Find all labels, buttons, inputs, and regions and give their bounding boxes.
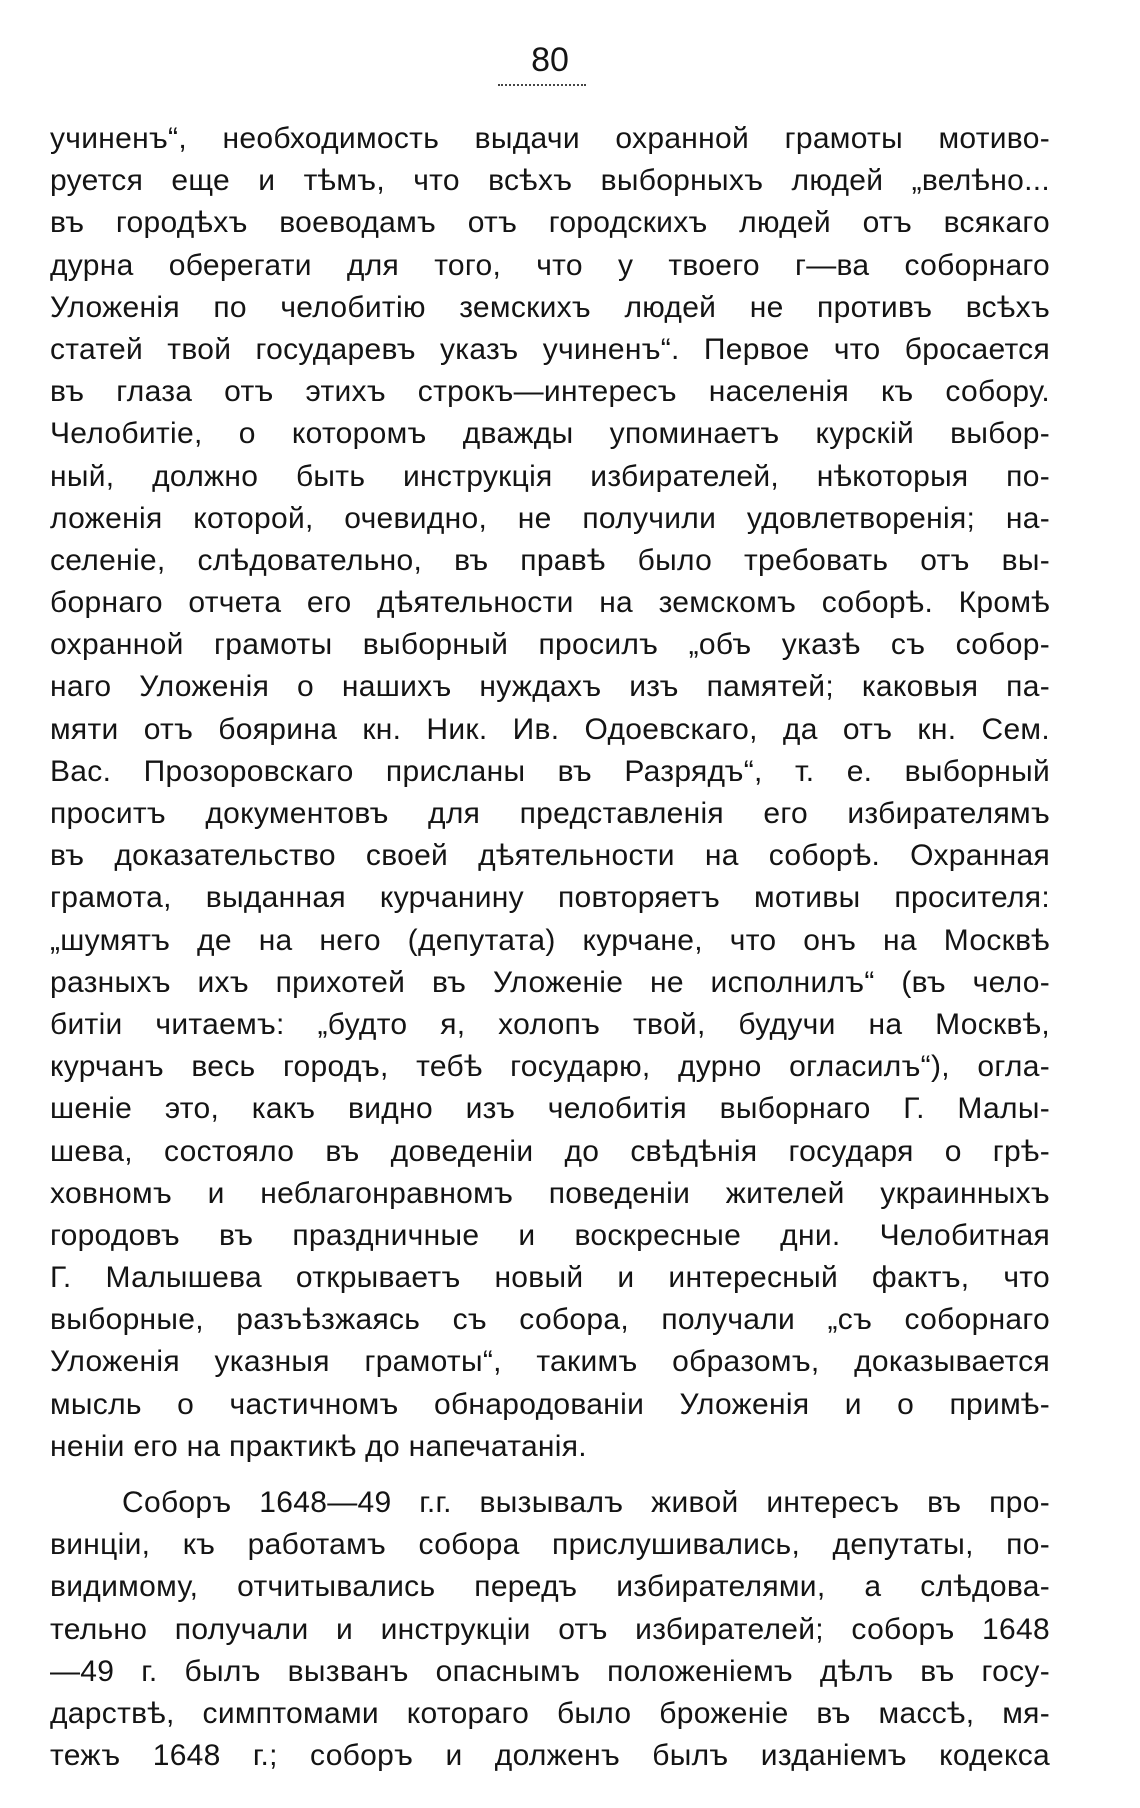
paragraph-1 — [50, 118, 1050, 1468]
text-line: Челобитіе, о которомъ дважды упоминаетъ курскій выбор- — [50, 417, 1050, 451]
text-line: статей твой государевъ указъ учиненъ“. Первое что бросается — [50, 332, 1050, 366]
text-line: „шумятъ де на него (депутата) курчане, что онъ на Москвѣ — [50, 923, 1050, 957]
text-line: въ городѣхъ воеводамъ отъ городскихъ людей отъ всякаго — [50, 206, 1050, 240]
text-line: курчанъ весь городъ, тебѣ государю, дурно огласилъ“), огла- — [50, 1050, 1050, 1084]
text-line: руется еще и тѣмъ, что всѣхъ выборныхъ людей „велѣно... — [50, 164, 1050, 198]
text-line: ховномъ и неблагонравномъ поведеніи жителей украинныхъ — [50, 1176, 1050, 1210]
page-number: 80 — [531, 41, 569, 79]
text-line: селеніе, слѣдовательно, въ правѣ было требовать отъ вы- — [50, 543, 1050, 577]
text-line: тельно получали и инструкціи отъ избирателей; соборъ 1648 — [50, 1612, 1050, 1646]
page-number-rule — [498, 84, 586, 86]
text-line: шеніе это, какъ видно изъ челобитія выборнаго Г. Малы- — [50, 1092, 1050, 1126]
text-line: Уложенія по челобитію земскихъ людей не противъ всѣхъ — [50, 290, 1050, 324]
text-line: грамота, выданная курчанину повторяетъ мотивы просителя: — [50, 881, 1050, 915]
text-line: борнаго отчета его дѣятельности на земскомъ соборѣ. Кромѣ — [50, 586, 1050, 620]
body-text — [50, 118, 1050, 1777]
text-line: выборные, разъѣзжаясь съ собора, получали „съ соборнаго — [50, 1303, 1050, 1337]
text-line: въ доказательство своей дѣятельности на соборѣ. Охранная — [50, 839, 1050, 873]
paragraph-gap — [50, 1468, 1050, 1482]
text-line: мяти отъ боярина кн. Ник. Ив. Одоевскаго, да отъ кн. Сем. — [50, 712, 1050, 746]
text-line: наго Уложенія о нашихъ нуждахъ изъ памятей; каковыя па- — [50, 670, 1050, 704]
text-line: учиненъ“, необходимость выдачи охранной грамоты мотиво- — [50, 122, 1050, 155]
text-line: Вас. Прозоровскаго присланы въ Разрядъ“, т. е. выборный — [50, 754, 1050, 788]
text-line: Уложенія указныя грамоты“, такимъ образомъ, доказывается — [50, 1345, 1050, 1379]
text-line: дурна оберегати для того, что у твоего г—ва соборнаго — [50, 248, 1050, 282]
text-line: охранной грамоты выборный просилъ „объ указѣ съ собор- — [50, 628, 1050, 662]
text-line: дарствѣ, симптомами котораго было броженіе въ массѣ, мя- — [50, 1696, 1050, 1730]
text-line: видимому, отчитывались передъ избирателями, а слѣдова- — [50, 1570, 1050, 1604]
text-line: винціи, къ работамъ собора прислушивались, депутаты, по- — [50, 1528, 1050, 1562]
text-line: тежъ 1648 г.; соборъ и долженъ былъ изданіемъ кодекса — [50, 1739, 1050, 1773]
text-line: ный, должно быть инструкція избирателей, нѣкоторыя по- — [50, 459, 1050, 493]
text-line: Г. Малышева открываетъ новый и интересный фактъ, что — [50, 1261, 1050, 1295]
text-line: въ глаза отъ этихъ строкъ—интересъ населенія къ собору. — [50, 375, 1050, 409]
text-line: ложенія которой, очевидно, не получили удовлетворенія; на- — [50, 501, 1050, 535]
text-line: шева, состояло въ доведеніи до свѣдѣнія государя о грѣ- — [50, 1134, 1050, 1168]
text-line: мысль о частичномъ обнародованіи Уложенія и о примѣ- — [50, 1387, 1050, 1421]
paragraph-2 — [50, 1482, 1050, 1777]
text-line: Соборъ 1648—49 г.г. вызывалъ живой интересъ въ про- — [122, 1486, 1050, 1519]
text-line: разныхъ ихъ прихотей въ Уложеніе не исполнилъ“ (въ чело- — [50, 965, 1050, 999]
text-line: городовъ въ праздничные и воскресные дни. Челобитная — [50, 1218, 1050, 1252]
text-line: проситъ документовъ для представленія его избирателямъ — [50, 797, 1050, 830]
text-line: битіи читаемъ: „будто я, холопъ твой, будучи на Москвѣ, — [50, 1007, 1050, 1041]
text-line: —49 г. былъ вызванъ опаснымъ положеніемъ дѣлъ въ госу- — [50, 1654, 1050, 1688]
text-line: неніи его на практикѣ до напечатанія. — [50, 1429, 587, 1463]
